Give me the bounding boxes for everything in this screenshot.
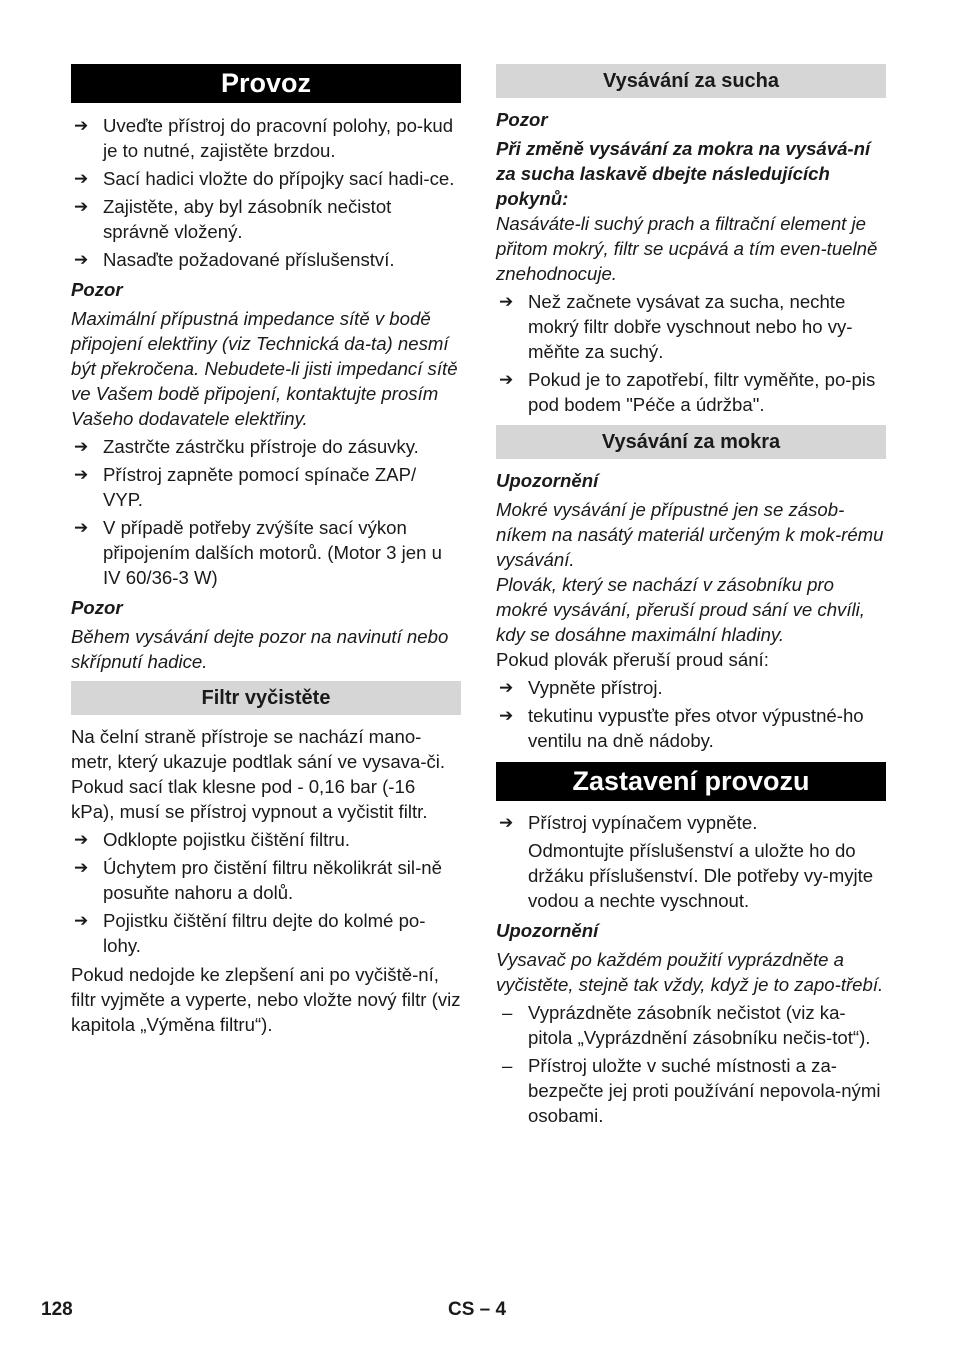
note-text: Mokré vysávání je přípustné jen se zásob-níkem na nasátý materiál určeným k mok-rému vysávání.	[496, 499, 884, 570]
arrow-right-icon: ➔	[74, 116, 89, 135]
section-title-mokra: Vysávání za mokra	[496, 425, 886, 459]
list-item: ➔ Pojistku čištění filtru dejte do kolmé po-lohy.	[74, 910, 426, 956]
arrow-right-icon: ➔	[74, 437, 89, 456]
list-item: ➔ Přístroj zapněte pomocí spínače ZAP/ VYP.	[74, 464, 417, 510]
arrow-right-icon: ➔	[74, 169, 89, 188]
list-item: ➔ Uveďte přístroj do pracovní polohy, po-kud je to nutné, zajistěte brzdou.	[74, 115, 454, 161]
arrow-right-icon: ➔	[499, 678, 514, 697]
paragraph: Pokud nedojde ke zlepšení ani po vyčiště-ní, filtr vyjměte a vyperte, nebo vložte nový filtr (viz kapitola „Výměna filtru“).	[71, 964, 461, 1035]
list-item: ➔ Nasaďte požadované příslušenství.	[74, 249, 395, 270]
list-item: ➔ Vypněte přístroj.	[499, 677, 663, 698]
caution-label: Pozor	[496, 109, 548, 130]
dash-bullet-icon: –	[502, 1055, 513, 1076]
page-number: 128	[41, 1299, 73, 1320]
arrow-right-icon: ➔	[74, 250, 89, 269]
arrow-right-icon: ➔	[74, 858, 89, 877]
list-item: ➔ Zajistěte, aby byl zásobník nečistot správně vložený.	[74, 196, 392, 242]
arrow-right-icon: ➔	[74, 830, 89, 849]
caution-text: Maximální přípustná impedance sítě v bodě připojení elektřiny (viz Technická da-ta) nesmí být překročena. Nebudete-li jisti impedancí sítě ve Vašem bodě připojení, kontaktujte prosím Vašeho dodavatele elektřiny.	[71, 308, 458, 429]
arrow-right-icon: ➔	[499, 370, 514, 389]
list-item: ➔ Úchytem pro čistění filtru několikrát sil-ně posuňte nahoru a dolů.	[74, 857, 442, 903]
section-title-zastaveni: Zastavení provozu	[496, 762, 886, 801]
language-page-label: CS – 4	[448, 1299, 507, 1320]
list-item: ➔ Sací hadici vložte do přípojky sací hadi-ce.	[74, 168, 455, 189]
caution-bold-text: Při změně vysávání za mokra na vysává-ní za sucha laskavě dbejte následujících pokynů:	[496, 138, 871, 209]
caution-label: Pozor	[71, 279, 123, 300]
list-item: ➔ tekutinu vypusťte přes otvor výpustné-ho ventilu na dně nádoby.	[499, 705, 864, 751]
note-label: Upozornění	[496, 920, 599, 941]
list-item: ➔ V případě potřeby zvýšíte sací výkon připojením dalších motorů. (Motor 3 jen u IV 60/36-3 W)	[74, 517, 442, 588]
arrow-right-icon: ➔	[74, 197, 89, 216]
arrow-right-icon: ➔	[499, 813, 514, 832]
list-item: – Přístroj uložte v suché místnosti a za-bezpečte jej proti používání nepovola-nými osobami.	[502, 1055, 881, 1126]
section-title-filtr: Filtr vyčistěte	[71, 681, 461, 715]
right-column	[496, 64, 886, 1128]
caution-text: Nasáváte-li suchý prach a filtrační element je přitom mokrý, filtr se ucpává a tím even-tuelně znehodnocuje.	[496, 213, 878, 284]
list-item: ➔ Zastrčte zástrčku přístroje do zásuvky.	[74, 436, 419, 457]
note-text: Vysavač po každém použití vyprázdněte a vyčistěte, stejně tak vždy, když je to zapo-třebí.	[496, 949, 884, 995]
paragraph: Na čelní straně přístroje se nachází mano-metr, který ukazuje podtlak sání ve vysava-či. Pokud sací tlak klesne pod - 0,16 bar (-16 kPa), musí se přístroj vypnout a vyčistit filtr.	[71, 726, 446, 822]
list-item: ➔ Než začnete vysávat za sucha, nechte mokrý filtr dobře vyschnout nebo ho vy-měňte za suchý.	[499, 291, 853, 362]
arrow-right-icon: ➔	[74, 518, 89, 537]
left-column	[71, 64, 461, 1037]
list-item: – Vyprázdněte zásobník nečistot (viz ka-pitola „Vyprázdnění zásobníku nečis-tot“).	[502, 1002, 871, 1048]
caution-label: Pozor	[71, 597, 123, 618]
list-item: ➔ Odklopte pojistku čištění filtru.	[74, 829, 350, 850]
note-label: Upozornění	[496, 470, 599, 491]
section-title-sucha: Vysávání za sucha	[496, 64, 886, 98]
note-text: Plovák, který se nachází v zásobníku pro mokré vysávání, přeruší proud sání ve chvíli, kdy se dosáhne maximální hladiny.	[496, 574, 865, 645]
list-item: ➔ Přístroj vypínačem vypněte.	[499, 812, 758, 833]
section-title-provoz: Provoz	[71, 64, 461, 103]
arrow-right-icon: ➔	[74, 465, 89, 484]
arrow-right-icon: ➔	[499, 706, 514, 725]
dash-bullet-icon: –	[502, 1002, 513, 1023]
arrow-right-icon: ➔	[499, 292, 514, 311]
arrow-right-icon: ➔	[74, 911, 89, 930]
list-item: ➔ Pokud je to zapotřebí, filtr vyměňte, po-pis pod bodem "Péče a údržba".	[499, 369, 876, 415]
paragraph: Pokud plovák přeruší proud sání:	[496, 649, 769, 670]
paragraph: Odmontujte příslušenství a uložte ho do držáku příslušenství. Dle potřeby vy-myjte vodou a nechte vyschnout.	[528, 840, 874, 911]
caution-text: Během vysávání dejte pozor na navinutí nebo skřípnutí hadice.	[71, 626, 449, 672]
